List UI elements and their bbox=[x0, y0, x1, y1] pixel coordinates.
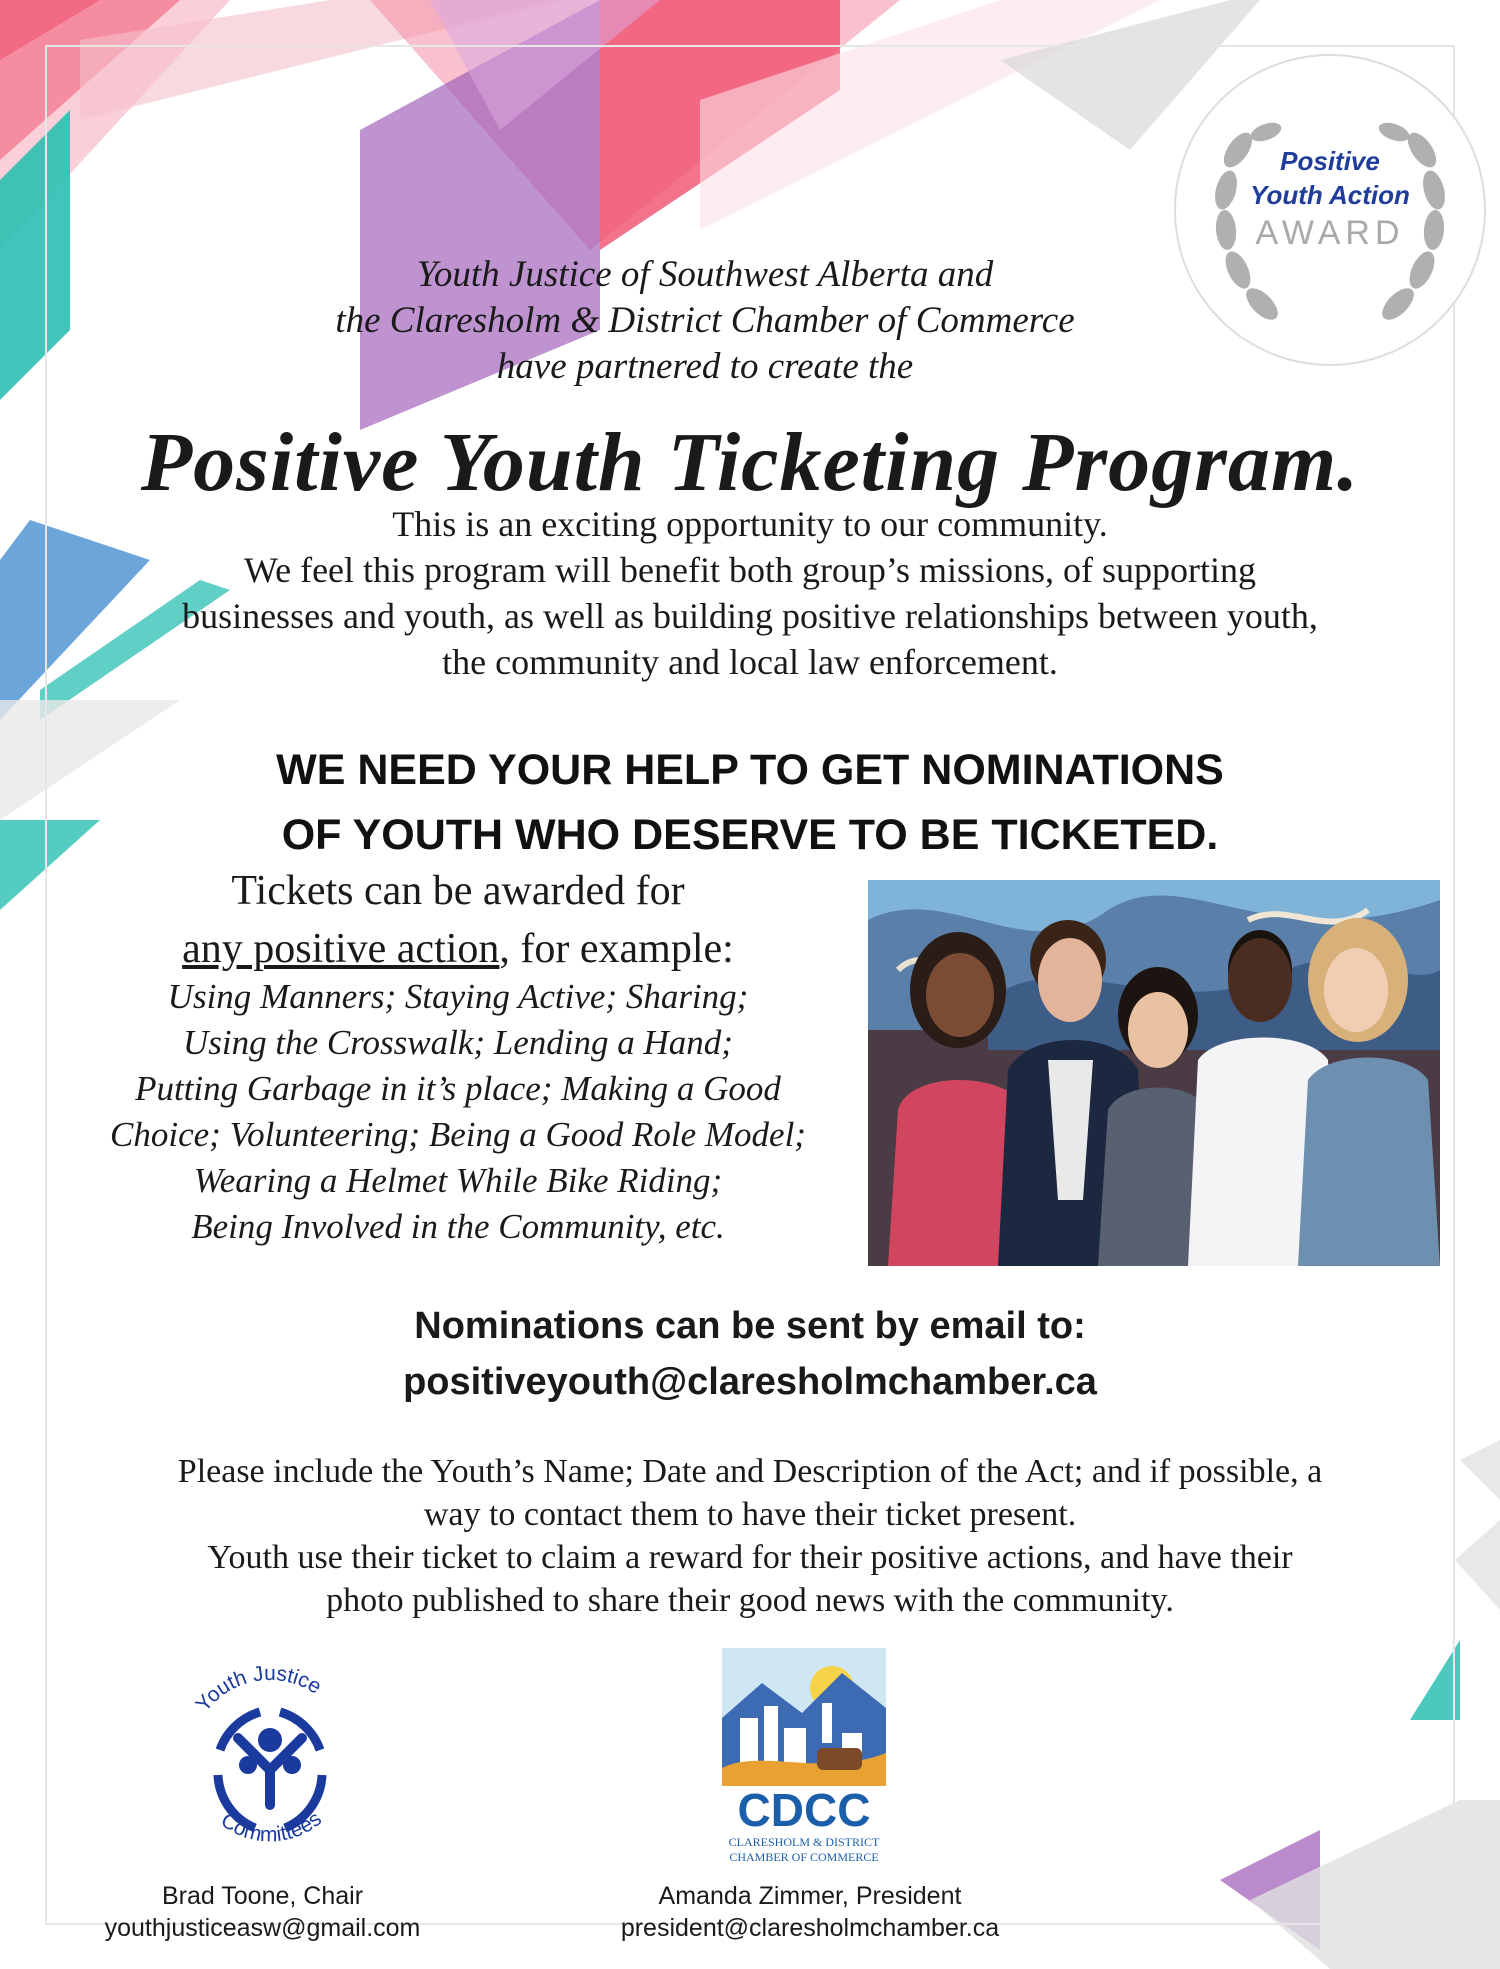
description-line-1: This is an exciting opportunity to our community. bbox=[392, 504, 1108, 544]
example-actions-list bbox=[78, 974, 838, 1250]
program-description bbox=[60, 501, 1440, 685]
cdcc-abbreviation: CDCC bbox=[737, 1784, 871, 1836]
tickets-line-1: Tickets can be awarded for bbox=[231, 868, 685, 914]
youth-group-photo bbox=[868, 880, 1440, 1266]
list-item: Using Manners; Staying Active; Sharing; bbox=[167, 977, 749, 1016]
list-item: Using the Crosswalk; Lending a Hand; bbox=[183, 1023, 733, 1062]
description-line-2: We feel this program will benefit both group’s missions, of supporting bbox=[244, 550, 1256, 590]
list-item: Wearing a Helmet While Bike Riding; bbox=[193, 1161, 723, 1200]
list-item: Choice; Volunteering; Being a Good Role Model; bbox=[110, 1115, 806, 1154]
intro-text bbox=[180, 252, 1230, 390]
positive-action-emphasis: any positive action bbox=[182, 926, 500, 972]
description-line-4: the community and local law enforcement. bbox=[442, 642, 1058, 682]
page-title: Positive Youth Ticketing Program. bbox=[140, 416, 1360, 509]
instructions-line-3: Youth use their ticket to claim a reward for their positive actions, and have their bbox=[207, 1539, 1293, 1576]
tickets-intro bbox=[78, 862, 838, 978]
nominations-email-link[interactable]: positiveyouth@claresholmchamber.ca bbox=[403, 1361, 1097, 1403]
contact-chamber bbox=[600, 1880, 1020, 1944]
cdcc-logo bbox=[722, 1648, 886, 1870]
yjc-top-text: Youth Justice bbox=[191, 1661, 326, 1717]
nominations-label: Nominations can be sent by email to: bbox=[414, 1305, 1086, 1347]
cdcc-line-2: CHAMBER OF COMMERCE bbox=[729, 1850, 879, 1864]
intro-line-1: Youth Justice of Southwest Alberta and bbox=[416, 254, 994, 295]
instructions-line-1: Please include the Youth’s Name; Date and Description of the Act; and if possible, a bbox=[177, 1453, 1323, 1490]
list-item: Being Involved in the Community, etc. bbox=[191, 1207, 725, 1246]
contact-email-link[interactable]: president@claresholmchamber.ca bbox=[620, 1914, 1000, 1942]
nomination-instructions bbox=[90, 1450, 1410, 1622]
contact-email-link[interactable]: youthjusticeasw@gmail.com bbox=[104, 1914, 421, 1942]
contact-youth-justice bbox=[90, 1880, 435, 1944]
instructions-line-4: photo published to share their good news with the community. bbox=[326, 1582, 1174, 1619]
description-line-3: businesses and youth, as well as building positive relationships between youth, bbox=[182, 596, 1318, 636]
award-line-3: AWARD bbox=[1255, 214, 1405, 252]
intro-line-2: the Claresholm & District Chamber of Commerce bbox=[335, 300, 1075, 341]
yjc-bottom-text: Committees bbox=[216, 1807, 326, 1847]
cdcc-line-1: CLARESHOLM & DISTRICT bbox=[728, 1835, 880, 1849]
help-line-1: WE NEED YOUR HELP TO GET NOMINATIONS bbox=[276, 746, 1224, 794]
award-line-1: Positive bbox=[1280, 146, 1380, 176]
nominations-block bbox=[150, 1298, 1350, 1410]
help-heading bbox=[150, 738, 1350, 868]
contact-name: Brad Toone, Chair bbox=[161, 1882, 364, 1910]
list-item: Putting Garbage in it’s place; Making a Good bbox=[135, 1069, 781, 1108]
tickets-line-2 bbox=[78, 920, 838, 978]
instructions-line-2: way to contact them to have their ticket present. bbox=[423, 1496, 1077, 1533]
tickets-line-2-rest: , for example: bbox=[499, 926, 734, 972]
intro-line-3: have partnered to create the bbox=[496, 346, 914, 387]
youth-justice-logo bbox=[160, 1640, 380, 1870]
help-line-2: OF YOUTH WHO DESERVE TO BE TICKETED. bbox=[281, 811, 1219, 859]
contact-name: Amanda Zimmer, President bbox=[658, 1882, 962, 1910]
award-line-2: Youth Action bbox=[1250, 180, 1410, 210]
